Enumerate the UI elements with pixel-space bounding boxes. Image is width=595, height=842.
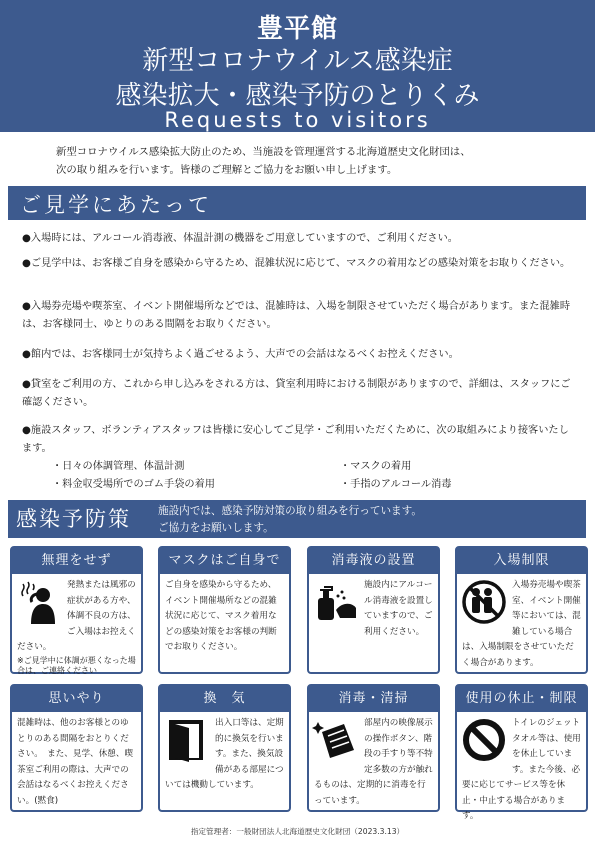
card-sanitizer (307, 546, 440, 674)
note-item: ●施設スタッフ、ボランティアスタッフは皆様に安心してご見学・ご利用いただくために、次の取組みにより接客いたします。 (22, 425, 569, 454)
list-item: ・料金収受場所でのゴム手袋の着用 (52, 479, 215, 490)
subtitle-line-2: ご協力をお願いします。 (158, 522, 274, 534)
card-note: ※ご見学中に体調が悪くなった場合は、ご連絡ください (17, 655, 136, 675)
card-text: 入場券売場や喫茶室、イベント開催等においては、混雑している場合は、入場制限をさせていただく場合があります。 (462, 580, 581, 668)
title-line-measures: 感染拡大・感染予防のとりくみ (115, 81, 480, 111)
header-banner (0, 0, 595, 132)
card-mask (158, 546, 291, 674)
hand-sanitizer-icon (314, 580, 358, 624)
note-item: ●入場時には、アルコール消毒液、体温計測の機器をご用意していますので、ご利用ください。 (22, 233, 458, 244)
card-title: 入場制限 (457, 548, 586, 574)
note-item: ●貸室をご利用の方、これから申し込みをされる方は、貸室利用時における制限がありますので、詳細は、スタッフにご確認ください。 (22, 379, 571, 408)
card-text: トイレのジェットタオル等は、使用を休止しています。また今後、必要に応じてサービス等を休止・中止する場合があります。 (462, 718, 581, 821)
section-prevention-subtitle (158, 503, 422, 537)
subtitle-line-1: 施設内では、感染予防対策の取り組みを行っています。 (158, 505, 422, 517)
title-line-covid: 新型コロナウイルス感染症 (142, 46, 453, 76)
card-title: 使用の休止・制限 (457, 686, 586, 712)
card-title: 無理をせず (12, 548, 141, 574)
no-crowd-icon (462, 580, 506, 624)
note-item: ●ご見学中は、お客様ご自身を感染から守るため、混雑状況に応じて、マスクの着用などの感染対策をお取りください。 (22, 258, 571, 269)
list-item: ・手指のアルコール消毒 (340, 479, 452, 490)
title-english: Requests to visitors (164, 108, 431, 132)
card-cleaning (307, 684, 440, 812)
note-item: ●入場券売場や喫茶室、イベント開催場所などでは、混雑時は、入場を制限させていただく場合があります。また混雑時は、お客様同士、ゆとりのある間隔をお取りください。 (22, 301, 571, 330)
card-text: 混雑時は、他のお客様とのゆとりのある間隔をおとりください。 また、見学、休憩、喫茶室ご利用の際は、大声での会話はなるべくお控えください。(黙食) (17, 718, 134, 806)
section-prevention-header (8, 500, 586, 538)
list-item: ・日々の体調管理、体温計測 (52, 461, 185, 472)
intro-line-1: 新型コロナウイルス感染拡大防止のため、当施設を管理運営する北海道歴史文化財団は、 (56, 146, 471, 158)
card-text: 出入口等は、定期的に換気を行います。また、換気設備がある部屋については機動しています。 (165, 718, 284, 790)
card-text: 部屋内の映像展示の操作ボタン、階段の手すり等不特定多数の方が触れるものは、定期的に消毒を行っています。 (314, 718, 433, 806)
note-item: ●館内では、お客様同士が気持ちよく過ごせるよう、大声での会話はなるべくお控えください。 (22, 349, 459, 360)
card-ventilation (158, 684, 291, 812)
card-title: 消毒・清掃 (309, 686, 438, 712)
section-visiting-title: ご見学にあたって (20, 193, 212, 217)
prohibited-icon (462, 718, 506, 762)
card-entry-limit (455, 546, 588, 674)
card-title: マスクはご自身で (160, 548, 289, 574)
card-text: 施設内にアルコール消毒液を設置していますので、ご利用ください。 (364, 580, 433, 637)
section-prevention-title: 感染予防策 (16, 507, 131, 531)
card-text: 発熱または風邪の症状がある方や、体調不良の方は、ご入場はお控えください。 (17, 580, 136, 652)
intro-text (22, 143, 577, 179)
facility-name: 豊平館 (256, 14, 338, 44)
card-title: 思いやり (12, 686, 141, 712)
sick-person-icon (17, 580, 61, 624)
cleaning-cloth-icon (314, 718, 358, 762)
card-no-overexertion (10, 546, 143, 674)
open-door-icon (165, 718, 209, 762)
card-text: ご自身を感染から守るため、イベント開催場所などの混雑状況に応じて、マスク着用などの感染対策をお客様の判断でお取りください。 (165, 580, 277, 652)
footer-credit: 指定管理者：一般財団法人北海道歴史文化財団（2023.3.13） (190, 827, 405, 836)
card-suspension (455, 684, 588, 821)
section-visiting-header (8, 186, 586, 220)
card-title: 消毒液の設置 (309, 548, 438, 574)
card-title: 換 気 (160, 686, 289, 712)
intro-line-2: 次の取り組みを行います。皆様のご理解とご協力をお願い申し上げます。 (56, 164, 398, 176)
card-consideration (10, 684, 143, 812)
list-item: ・マスクの着用 (340, 461, 412, 472)
